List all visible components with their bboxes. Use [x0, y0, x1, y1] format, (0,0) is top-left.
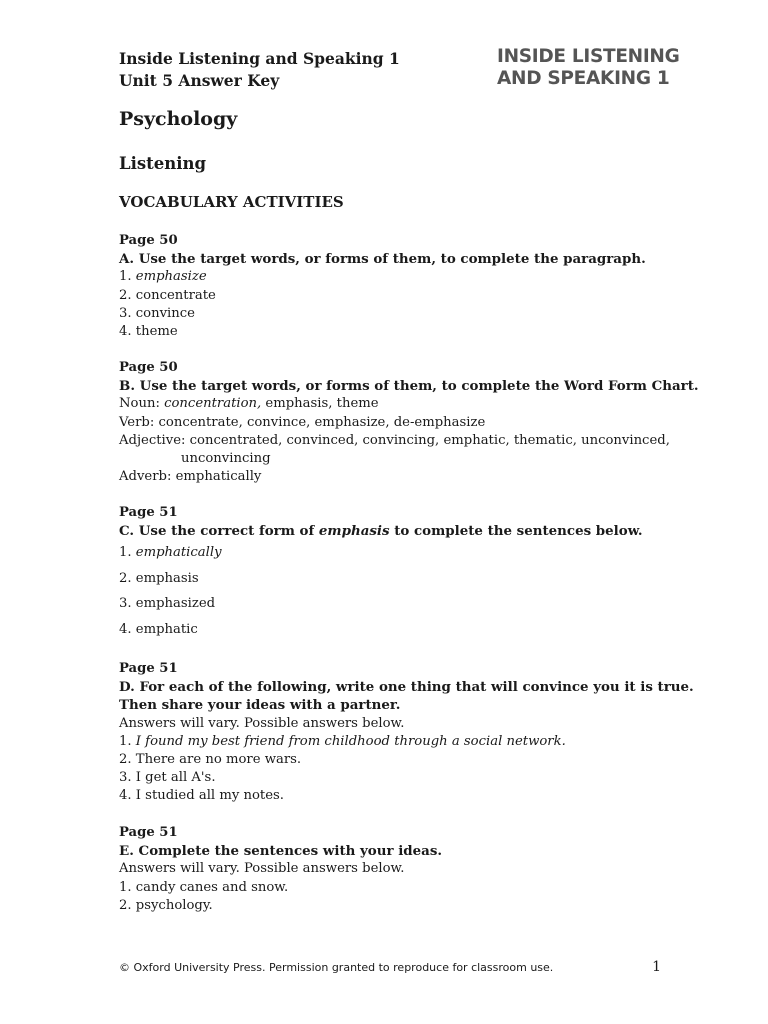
- logo-line-1: INSIDE LISTENING: [497, 46, 680, 67]
- page-ref: Page 51: [119, 661, 178, 676]
- instruction: D. For each of the following, write one thing that will convince you it is true.: [119, 679, 694, 696]
- answers-note: Answers will vary. Possible answers below.: [119, 861, 405, 877]
- page-ref: Page 51: [119, 825, 178, 840]
- unit-heading: Psychology: [119, 108, 238, 130]
- answer-item: 3. emphasized: [119, 596, 216, 612]
- noun-row: [119, 395, 699, 413]
- answer-item: 4. I studied all my notes.: [119, 788, 284, 804]
- document-header: [119, 48, 400, 92]
- instruction: B. Use the target words, or forms of them, to complete the Word Form Chart.: [119, 378, 699, 395]
- instruction-keyword: emphasis: [318, 523, 390, 540]
- book-title: Inside Listening and Speaking 1: [119, 49, 400, 68]
- instruction-text: to complete the sentences below.: [389, 523, 643, 540]
- page-footer: [119, 961, 661, 974]
- example-answer: emphasize: [135, 269, 207, 285]
- answers-note: Answers will vary. Possible answers below.: [119, 715, 405, 731]
- answer-item: 3. I get all A's.: [119, 770, 216, 786]
- answer-item: 2. concentrate: [119, 287, 216, 303]
- noun-label: Noun:: [119, 396, 165, 412]
- verb-row: Verb: concentrate, convince, emphasize, de-emphasize: [119, 414, 486, 430]
- answer-item: 1. candy canes and snow.: [119, 879, 289, 895]
- instruction: E. Complete the sentences with your ideas.: [119, 843, 443, 860]
- adverb-row: Adverb: emphatically: [119, 469, 262, 485]
- answer-item: 3. convince: [119, 305, 195, 321]
- instruction: A. Use the target words, or forms of them, to complete the paragraph.: [119, 251, 646, 268]
- adjective-row: Adjective: concentrated, convinced, convincing, emphatic, thematic, unconvinced,: [119, 432, 670, 448]
- page-ref: Page 50: [119, 233, 178, 248]
- series-logo: [497, 46, 680, 90]
- page-number: 1: [652, 959, 661, 975]
- item-number: 1.: [119, 733, 136, 749]
- answer-item: 2. emphasis: [119, 570, 199, 586]
- page-ref: Page 50: [119, 360, 178, 375]
- instruction-text: C. Use the correct form of: [119, 523, 319, 540]
- part-heading: Listening: [119, 154, 207, 173]
- activity-e: [119, 824, 442, 915]
- activity-b: [119, 359, 699, 486]
- unit-title: Unit 5 Answer Key: [119, 71, 280, 90]
- answer-item: 2. psychology.: [119, 897, 213, 913]
- activity-c: [119, 504, 643, 642]
- answer-item: [119, 733, 694, 751]
- answer-item: [119, 540, 643, 566]
- instruction: Then share your ideas with a partner.: [119, 697, 401, 714]
- item-number: 1.: [119, 545, 136, 561]
- example-answer: emphatically: [135, 545, 222, 561]
- answer-item: 4. theme: [119, 324, 178, 340]
- copyright-notice: © Oxford University Press. Permission granted to reproduce for classroom use.: [119, 961, 554, 974]
- example-answer: I found my best friend from childhood through a social network.: [135, 733, 566, 749]
- instruction: [119, 522, 643, 540]
- page-ref: Page 51: [119, 505, 178, 520]
- adjective-row-continued: unconvincing: [181, 451, 271, 467]
- noun-forms: emphasis, theme: [261, 396, 379, 412]
- activity-d: [119, 660, 694, 806]
- example-answer: concentration,: [164, 396, 262, 412]
- item-number: 1.: [119, 269, 136, 285]
- logo-line-2: AND SPEAKING 1: [497, 68, 670, 89]
- activity-a: [119, 232, 646, 341]
- answer-item: 4. emphatic: [119, 621, 198, 637]
- answer-item: 2. There are no more wars.: [119, 752, 302, 768]
- answer-item: [119, 268, 646, 286]
- section-heading: VOCABULARY ACTIVITIES: [119, 193, 344, 211]
